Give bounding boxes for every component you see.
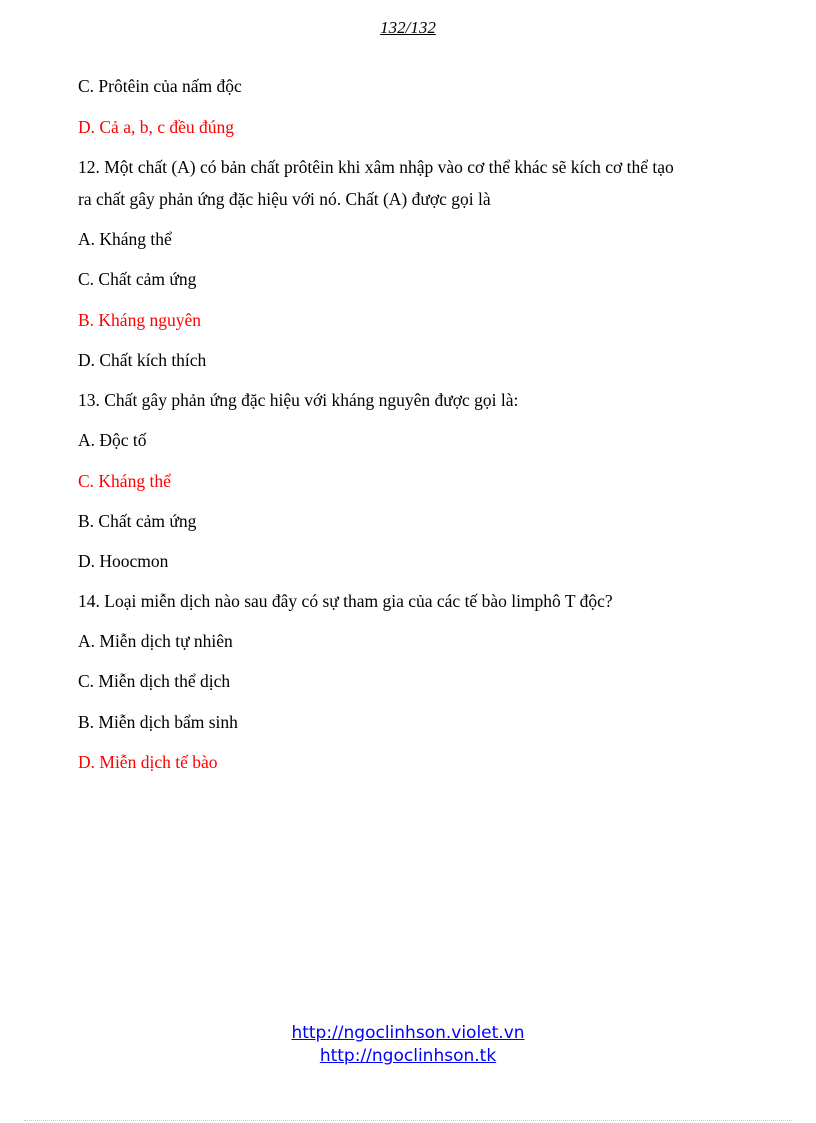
list-item: A. Độc tố [78,430,147,450]
list-item: A. Miễn dịch tự nhiên [78,631,233,651]
correct-answer: D. Cả a, b, c đều đúng [78,117,235,137]
correct-answer: C. Kháng thể [78,471,171,491]
list-item: B. Miễn dịch bẩm sinh [78,712,238,732]
correct-answer: D. Miễn dịch tế bào [78,752,218,772]
footer-link-violet[interactable]: http://ngoclinhson.violet.vn [291,1023,525,1043]
list-item: A. Kháng thể [78,229,172,249]
question-12-line-1: 12. Một chất (A) có bản chất prôtêin khi xâm nhập vào cơ thể khác sẽ kích cơ thể tạo [78,157,674,177]
list-item: D. Hoocmon [78,551,169,571]
question-12-line-2: ra chất gây phản ứng đặc hiệu với nó. Chất (A) được gọi là [78,189,491,209]
question-14: 14. Loại miễn dịch nào sau đây có sự tham gia của các tế bào limphô T độc? [78,591,613,611]
footer-link-2-wrap [0,1045,816,1067]
correct-answer: B. Kháng nguyên [78,310,201,330]
list-item: D. Chất kích thích [78,350,207,370]
footer-link-1-wrap [0,1022,816,1044]
page-bottom-divider [24,1120,792,1121]
list-item: B. Chất cảm ứng [78,511,197,531]
question-13: 13. Chất gây phản ứng đặc hiệu với kháng nguyên được gọi là: [78,390,519,410]
list-item: C. Prôtêin của nấm độc [78,76,242,96]
list-item: C. Chất cảm ứng [78,269,197,289]
footer-link-tk[interactable]: http://ngoclinhson.tk [319,1046,497,1066]
page-number: 132/132 [380,18,436,37]
list-item: C. Miễn dịch thể dịch [78,671,231,691]
